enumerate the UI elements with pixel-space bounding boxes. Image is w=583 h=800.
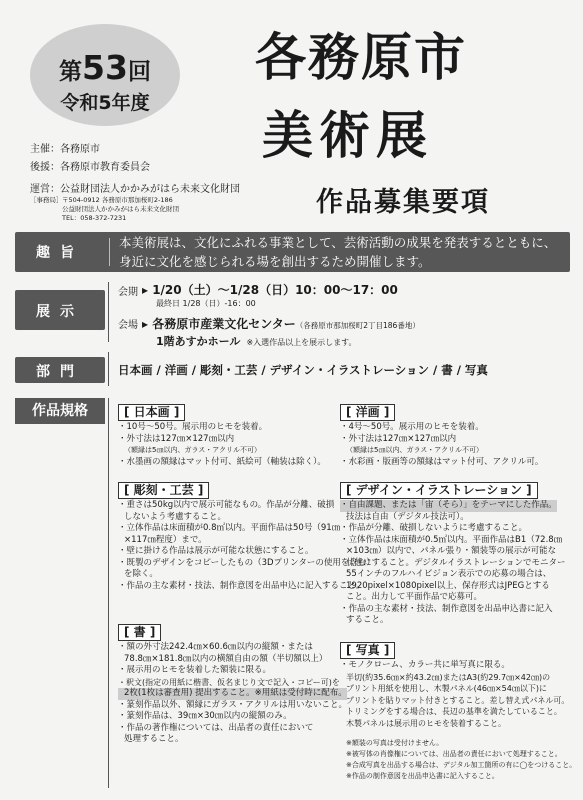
edition-badge: [30, 24, 180, 126]
shashin-item-5: トリミングをする場合は、長辺の基準を満たしていること。: [346, 707, 562, 716]
venue-line: ▸ 各務原市産業文化センター（各務原市那加桜町2丁目186番地）: [142, 317, 420, 331]
shashin-item-1: ・モノクローム、カラー共に単写真に限る。: [340, 660, 510, 670]
chokoku-item-6: ・既製のデザインをコピーしたもの（3Dプリンターの使用を含む）: [118, 557, 375, 568]
sho-item-3: ・展示用のヒモを装着した額装に限る。: [118, 665, 272, 675]
period-label: 会期: [118, 287, 138, 298]
yoga-item-4: ・水彩画・版画等の額縁はマット付可、アクリル可。: [340, 456, 544, 467]
tenji-label: 展示: [36, 304, 84, 320]
shashin-item-6: 木製パネルは展示用のヒモを装着すること。: [346, 718, 506, 728]
edition-number: 第53回: [59, 48, 151, 87]
nihonga-item-2: ・外寸法は127㎝×127㎝以内: [118, 433, 235, 444]
nihonga-item-4: ・水墨画の額縁はマット付可、紙絵可（軸装は除く）。: [118, 456, 326, 467]
shashin-note-4: ※作品の制作意図を出品申込書に記入すること。: [346, 772, 499, 780]
sho-section: [118, 642, 347, 746]
sho-item-1: ・額の外寸法242.4㎝×60.6㎝以内の縦額・または: [118, 642, 313, 652]
office-tag: ［事務局］: [30, 196, 63, 204]
nihonga-section: [118, 422, 326, 468]
shushi-line-1: 本美術展は、文化にふれる事業として、芸術活動の成果を発表するとともに、: [119, 235, 557, 250]
tenji-divider: [108, 282, 109, 342]
yoga-title: [ 洋画 ]: [340, 404, 395, 421]
shashin-note-2: ※被写体の肖像権については、出品者の責任において処理すること。: [346, 750, 562, 758]
shashin-item-3: プリント用紙を使用し、木製パネル(46㎝×54㎝以下)に: [346, 684, 547, 693]
yoga-item-3: （額縁は5㎝以内、ガラス・アクリル不可）: [346, 446, 484, 454]
period-last-day: 最終日 1/28（日）-16：00: [156, 299, 256, 308]
bumon-divider: [108, 352, 109, 386]
sho-item-6: ・篆刻作品以外、額縁にガラス・アクリルは用いないこと。: [118, 699, 347, 710]
spec-tag: 作品規格: [15, 398, 105, 424]
design-item-6: 状態にすること。デジタルイラストレーションでモニター: [346, 557, 566, 568]
design-item-2: 技法は自由（デジタル技法可）。: [346, 511, 469, 522]
edition-year: 令和5年度: [60, 92, 150, 114]
office-tel: TEL：058-372-7231: [62, 214, 127, 222]
design-item-10: ・作品の主な素材・技法、制作意図を出品申込書に記入: [340, 603, 553, 614]
sho-item-9: 処理すること。: [124, 734, 184, 744]
sho-item-7: ・篆刻作品は、39㎝×30㎝以内の縦額のみ。: [118, 711, 292, 721]
venue-address: （各務原市那加桜町2丁目186番地）: [295, 321, 420, 330]
venue-label: 会場: [118, 320, 138, 331]
shashin-item-2: 半切(約35.6㎝×約43.2㎝)またはA3(約29.7㎝×42㎝)の: [346, 672, 551, 682]
organizer-host: 主催：各務原市: [30, 144, 100, 155]
shashin-note-3: ※合成写真を出品する場合は、デジタル加工箇所の有に◯をつけること。: [346, 761, 577, 769]
design-item-7: 55インチのフルハイビジョン表示での応募の場合は、: [346, 569, 552, 579]
design-item-4: ・立体作品は床面積が0.5㎡以内。平面作品はB1（72.8㎝: [340, 534, 563, 545]
venue-hall-line: [156, 330, 357, 349]
bumon-label: 部門: [36, 364, 84, 380]
bumon-list: 日本画 / 洋画 / 彫刻・工芸 / デザイン・イラストレーション / 書 / 写真: [118, 363, 488, 377]
shashin-notes: [346, 738, 576, 782]
shashin-title: [ 写真 ]: [340, 642, 395, 659]
shashin-section: [340, 660, 569, 729]
organizer-operator: 運営：公益財団法人かかみがはら未来文化財団: [30, 184, 240, 195]
sho-item-2: 78.8㎝×181.8㎝以内の横額自由の額（半切額以上）: [124, 653, 328, 664]
design-item-11: すること。: [346, 615, 389, 625]
shushi-label: 趣旨: [36, 245, 84, 261]
office-name: 公益財団法人かかみがはら未来文化財団: [62, 205, 179, 213]
chokoku-item-4: ×117㎝程度）まで。: [124, 534, 207, 545]
nihonga-title: [ 日本画 ]: [118, 404, 185, 421]
venue-note: ※入選作品以上を展示します。: [246, 338, 357, 347]
sho-item-8: ・作品の著作権については、出品者の責任において: [118, 722, 314, 733]
shashin-note-1: ※額装の写真は受付けません。: [346, 739, 444, 747]
chokoku-title: [ 彫刻・工芸 ]: [118, 482, 209, 499]
page-subtitle: 作品募集要項: [316, 187, 490, 218]
sho-item-5: 2枚(1枚は審査用) 提出すること。※用紙は受付時に配布。: [118, 688, 347, 700]
design-section: [340, 500, 565, 627]
venue-hall: 1階あすかホール: [156, 335, 241, 348]
venue-name: 各務原市産業文化センター: [152, 317, 296, 331]
shashin-item-4: プリントを貼りマット付きとすること。差し替え式パネル可。: [346, 695, 570, 705]
design-item-8: 1920pixel×1080pixel以上、保存形式はJPEGとする: [346, 580, 550, 591]
chokoku-item-3: ・立体作品は床面積が0.8㎡以内。平面作品は50号（91㎝: [118, 523, 341, 533]
yoga-section: [340, 422, 543, 468]
tenji-tag: [15, 290, 105, 330]
bumon-tag: [15, 357, 105, 383]
design-item-3: ・作品が分離、破損しないように考慮すること。: [340, 523, 528, 533]
chokoku-item-7: を除く。: [124, 569, 158, 579]
period-value: ▸ 1/20（土）～1/28（日）10：00～17：00: [142, 283, 398, 297]
design-item-9: こと。出力して平面作品で応募可。: [346, 592, 483, 602]
organizer-support: 後援：各務原市教育委員会: [30, 162, 150, 173]
spec-divider: [108, 398, 109, 788]
design-item-1: ・自由課題、または「宙（そら）」をテーマにした作品。: [340, 500, 557, 510]
office-address: 〒504-0912 各務原市那加桜町2-186: [62, 196, 173, 204]
yoga-item-2: ・外寸法は127㎝×127㎝以内: [340, 433, 457, 444]
nihonga-item-3: （額縁は5㎝以内、ガラス・アクリル不可）: [124, 446, 262, 454]
shushi-divider: [109, 238, 110, 266]
chokoku-item-8: ・作品の主な素材・技法、制作意図を出品申込に記入すること。: [118, 580, 365, 591]
chokoku-item-2: しないよう考慮すること。: [124, 511, 227, 522]
sho-title: [ 書 ]: [118, 624, 161, 641]
nihonga-item-1: ・10号～50号。展示用のヒモを装着。: [118, 422, 268, 432]
sho-item-4: ・釈文(指定の用紙に楷書、仮名まじり文で記入・コピー可)を: [118, 677, 340, 687]
chokoku-item-5: ・壁に掛ける作品は展示が可能な状態にすること。: [118, 546, 314, 556]
chokoku-item-1: ・重さは50kg以内で展示可能なもの。作品が分離、破損: [118, 500, 335, 510]
chokoku-section: [118, 500, 375, 592]
title-line-1: 各務原市: [255, 28, 468, 88]
design-title: [ デザイン・イラストレーション ]: [340, 482, 538, 499]
design-item-5: ×103㎝）以内で、パネル張り・額装等の展示が可能な: [346, 546, 557, 556]
title-line-2: 美術展: [262, 106, 434, 166]
shushi-line-2: 身近に文化を感じられる場を創出するため開催します。: [119, 254, 431, 269]
shushi-band: [15, 232, 570, 272]
yoga-item-1: ・4号～50号。展示用のヒモを装着。: [340, 422, 484, 432]
